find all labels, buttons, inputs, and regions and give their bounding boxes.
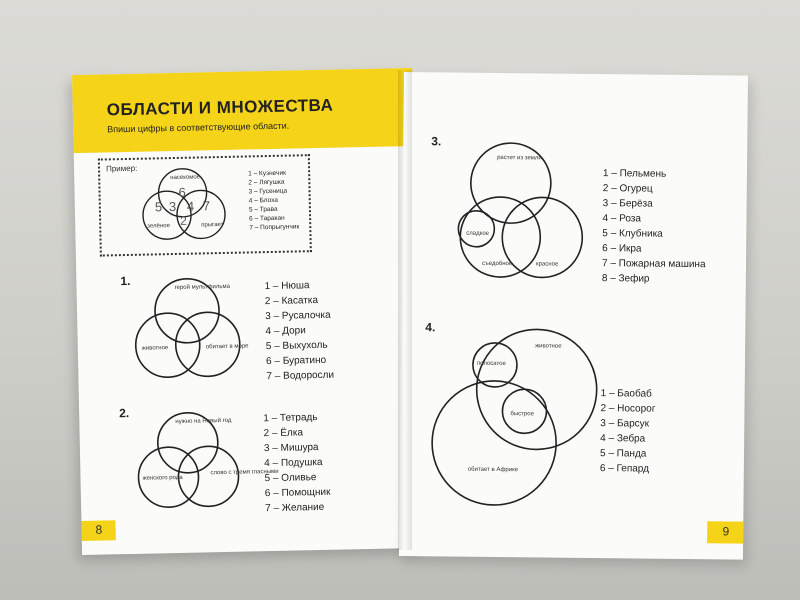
list-item: 5 – Клубника: [602, 228, 663, 240]
list-item: 6 – Икра: [602, 243, 642, 255]
handwritten-digit: 3: [168, 198, 177, 215]
venn-label: быстрое: [510, 411, 534, 418]
list-item: 4 – Блоха: [248, 196, 279, 205]
list-item: 7 – Попрыгунчик: [249, 223, 300, 232]
venn-label: нужно на Новый год: [175, 417, 232, 426]
venn-label: животное: [141, 345, 169, 352]
handwritten-digit: 7: [202, 198, 211, 214]
list-item: 4 – Дори: [265, 325, 306, 338]
venn-label: слово с тремя гласными: [210, 468, 279, 477]
task-1-venn-diagram: [116, 267, 258, 390]
venn-label: животное: [535, 343, 562, 350]
task-3-number: 3.: [431, 134, 442, 149]
list-item: 7 – Пожарная машина: [601, 258, 706, 271]
list-item: 3 – Мишура: [263, 442, 319, 455]
example-label-insect: насекомое: [170, 174, 201, 182]
list-item: 6 – Гепард: [599, 463, 650, 475]
list-item: 1 – Тетрадь: [263, 412, 318, 425]
task-2-number: 2.: [119, 406, 130, 421]
task-2-venn-diagram: [115, 401, 279, 524]
list-item: 5 – Оливье: [264, 472, 317, 485]
task-4-number: 4.: [425, 320, 436, 335]
handwritten-digit: 2: [180, 213, 187, 228]
page-number: 9: [722, 524, 730, 539]
task-1-number: 1.: [120, 273, 131, 289]
list-item: 5 – Трава: [248, 205, 278, 214]
list-item: 5 – Выхухоль: [265, 339, 328, 353]
example-label-green: зелёное: [147, 223, 170, 230]
list-item: 1 – Пельмень: [602, 168, 667, 180]
example-box: [98, 154, 312, 256]
list-item: 5 – Панда: [599, 448, 647, 460]
venn-circle: [178, 446, 239, 507]
venn-label: сладкое: [466, 230, 490, 237]
page-title: ОБЛАСТИ И МНОЖЕСТВА: [106, 95, 334, 120]
venn-circle: [431, 380, 556, 505]
list-item: 2 – Касатка: [264, 295, 319, 308]
example-venn-diagram: [120, 157, 252, 254]
list-item: 7 – Водоросли: [266, 369, 335, 383]
venn-label: растет из земли: [497, 154, 542, 162]
task-2-item-list: [263, 410, 331, 516]
venn-label: полосатое: [476, 360, 506, 368]
list-item: 2 – Лягушка: [248, 178, 285, 187]
venn-label: обитает в Африке: [467, 466, 519, 474]
handwritten-digit: 4: [186, 198, 195, 214]
list-item: 3 – Гусеница: [248, 187, 288, 196]
venn-label: съедобное: [481, 260, 513, 268]
list-item: 2 – Огурец: [602, 183, 653, 195]
list-item: 8 – Зефир: [601, 273, 650, 285]
list-item: 1 – Баобаб: [600, 388, 652, 400]
list-item: 6 – Помощник: [264, 486, 331, 500]
venn-label: красное: [535, 261, 559, 268]
list-item: 7 – Желание: [265, 501, 325, 515]
list-item: 1 – Кузнечик: [248, 169, 286, 178]
task-4-item-list: [600, 386, 656, 477]
venn-circle: [458, 211, 494, 247]
venn-label: обитает в море: [205, 343, 249, 351]
example-heading: Пример:: [105, 163, 138, 174]
list-item: 2 – Ёлка: [263, 427, 304, 440]
task-4-venn-diagram: [427, 320, 609, 522]
handwritten-digit: 5: [154, 199, 163, 215]
task-1-item-list: [264, 278, 334, 384]
list-item: 2 – Носорог: [600, 403, 656, 415]
right-page: [399, 72, 748, 560]
left-page: [72, 68, 422, 555]
handwritten-digit: 6: [178, 184, 186, 200]
list-item: 1 – Нюша: [264, 280, 310, 293]
example-label-jumps: прыгает: [201, 221, 224, 229]
list-item: 6 – Таракан: [249, 214, 285, 223]
example-item-list: [248, 168, 299, 232]
list-item: 3 – Барсук: [600, 418, 650, 430]
page-number: 8: [95, 522, 103, 537]
task-3-item-list: [602, 166, 707, 287]
page-subtitle: Впиши цифры в соответствующие области.: [107, 120, 290, 135]
task-3-venn-diagram: [432, 138, 604, 290]
book-spine: [398, 70, 412, 550]
list-item: 4 – Зебра: [600, 433, 646, 445]
list-item: 6 – Буратино: [266, 354, 327, 368]
list-item: 3 – Берёза: [602, 198, 653, 210]
list-item: 3 – Русалочка: [265, 309, 331, 323]
list-item: 4 – Роза: [602, 213, 642, 225]
venn-label: женского рода: [142, 474, 183, 482]
venn-label: герой мультфильма: [174, 283, 231, 292]
list-item: 4 – Подушка: [264, 456, 323, 470]
